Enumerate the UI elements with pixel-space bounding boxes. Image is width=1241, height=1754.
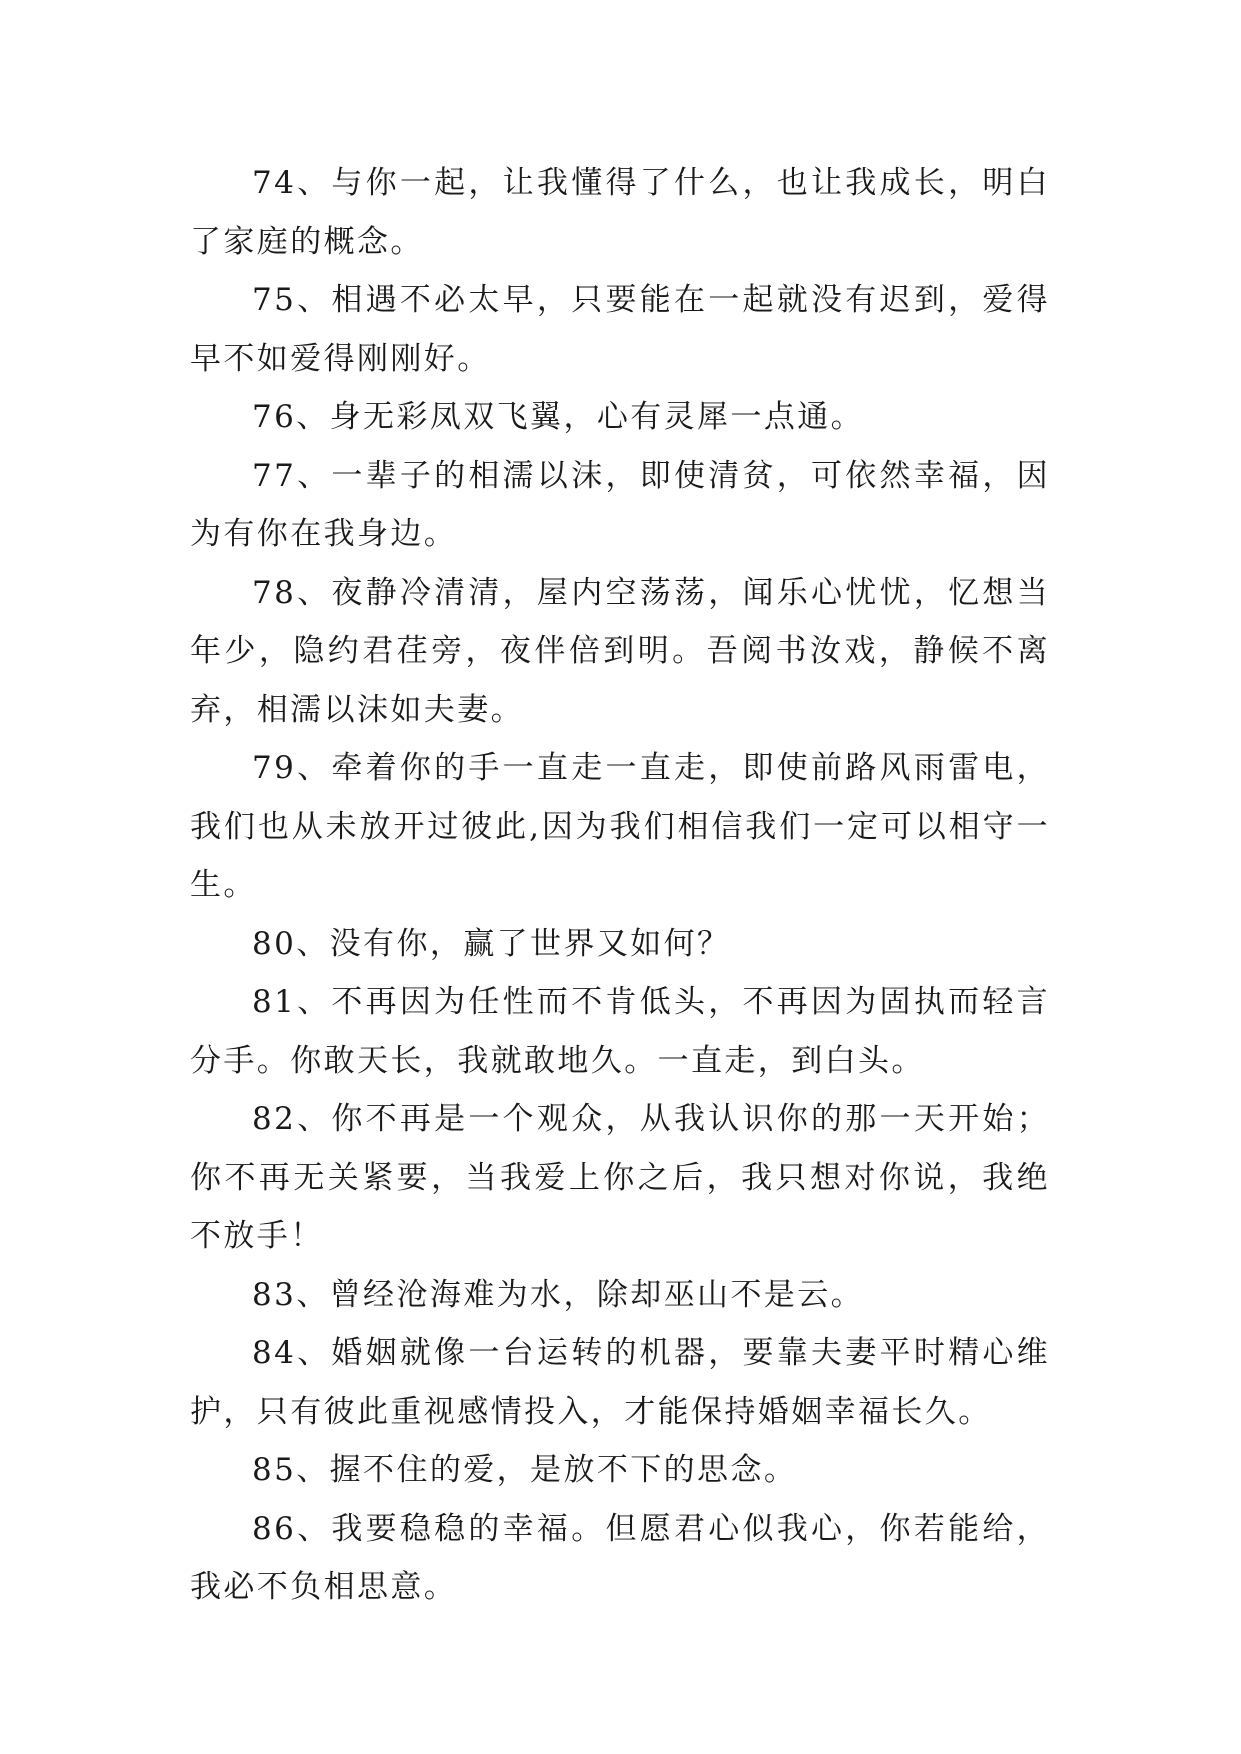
paragraph-75: 75、相遇不必太早，只要能在一起就没有迟到，爱得早不如爱得刚刚好。: [190, 282, 1050, 377]
paragraph-78: 78、夜静冷清清，屋内空荡荡，闻乐心忧忧，忆想当年少，隐约君荏旁，夜伴倍到明。吾阅书汝戏，静候不离弃，相濡以沫如夫妻。: [190, 574, 1050, 728]
paragraph-77: 77、一辈子的相濡以沫，即使清贫，可依然幸福，因为有你在我身边。: [190, 457, 1050, 552]
paragraph-81: 81、不再因为任性而不肯低头，不再因为固执而轻言分手。你敢天长，我就敢地久。一直走，到白头。: [190, 984, 1050, 1079]
paragraph-76: 76、身无彩凤双飞翼，心有灵犀一点通。: [252, 399, 865, 435]
paragraph-85: 85、握不住的爱，是放不下的思念。: [252, 1452, 798, 1488]
paragraph-86: 86、我要稳稳的幸福。但愿君心似我心，你若能给，我必不负相思意。: [190, 1510, 1050, 1605]
document-body: [190, 154, 1050, 1617]
paragraph-79: 79、牵着你的手一直走一直走，即使前路风雨雷电，我们也从未放开过彼此,因为我们相信我们一定可以相守一生。: [190, 750, 1050, 903]
paragraph-82: 82、你不再是一个观众，从我认识你的那一天开始；你不再无关紧要，当我爱上你之后，我只想对你说，我绝不放手！: [190, 1101, 1050, 1254]
paragraph-83: 83、曾经沧海难为水，除却巫山不是云。: [252, 1276, 865, 1313]
paragraph-74: 74、与你一起，让我懂得了什么，也让我成长，明白了家庭的概念。: [190, 165, 1050, 260]
paragraph-80: 80、没有你，赢了世界又如何？: [252, 925, 731, 962]
paragraph-84: 84、婚姻就像一台运转的机器，要靠夫妻平时精心维护，只有彼此重视感情投入，才能保持婚姻幸福长久。: [190, 1335, 1050, 1430]
